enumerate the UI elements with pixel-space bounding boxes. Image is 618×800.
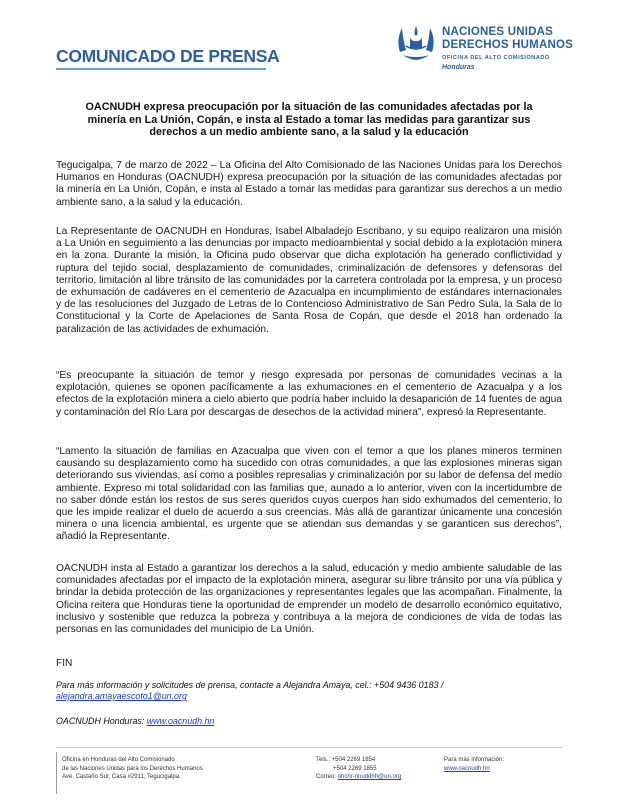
footer-address	[62, 756, 203, 782]
footer-info	[444, 756, 504, 773]
paragraph-2: La Representante de OACNUDH en Honduras, Isabel Albaladejo Escribano, y su equipo realizaron una misión a La Unión en seguimiento a las denuncias por impacto medioambiental y social debido a la explotación minera en la zona. Durante la misión, la Oficina pudo observar que dicha explotación ha generado conflictividad y ruptura del tejido social, desplazamiento de comunidades, criminalización de defensores y defensoras del territorio, limitación al libre tránsito de las comunidades por la carretera controlada por la empresa, y un proceso de exhumación de cadáveres en el cementerio de Azacualpa en incumplimiento de estándares internacionales y de las resoluciones del Juzgado de Letras de lo Contencioso Administrativo de San Pedro Sula, la Sala de lo Constitucional y la Corte de Apelaciones de Santa Rosa de Copán, que desde el 2018 han ordenado la paralización de las actividades de exhumación.	[56, 226, 562, 335]
headline: OACNUDH expresa preocupación por la situación de las comunidades afectadas por la minería en La Unión, Copán, e insta al Estado a tomar las medidas para garantizar sus derechos a un medio ambiente sano, a la salud y la educación	[85, 101, 533, 138]
footer-tel-2: +504 2269 1855	[333, 765, 377, 772]
footer-email-link[interactable]: ohchr-onuddhh@un.org	[337, 774, 402, 780]
press-contact-text: Para más información y solicitudes de prensa, contacte a Alejandra Amaya, cel.: +504 9436 0183 /	[56, 680, 444, 690]
un-human-rights-emblem-icon	[394, 18, 438, 62]
logo-line-honduras: Honduras	[442, 64, 475, 71]
title-underline	[56, 68, 266, 70]
footer-phones	[316, 756, 401, 782]
logo-line-derechos-humanos: DERECHOS HUMANOS	[442, 39, 573, 51]
footer-info-label: Para más información:	[444, 757, 505, 763]
press-release-title: COMUNICADO DE PRENSA	[56, 46, 280, 66]
logo-line-oficina: OFICINA DEL ALTO COMISIONADO	[442, 55, 550, 61]
paragraph-4: “Lamento la situación de familias en Azacualpa que viven con el temor a que los planes mineros terminen causando su desplazamiento como ha sucedido con otras comunidades, a que las explosiones mineras sigan deteriorando sus viviendas, así como a posibles represalias y criminalización por su labor de defensa del medio ambiente. Expreso mi total solidaridad con las familias que, aunado a lo anterior, viven con la incertidumbre de no saber dónde están los restos de sus seres queridos cuyos cuerpos han sido exhumados del cementerio, lo que les impide realizar el duelo de acuerdo a sus creencias. Más allá de garantizar únicamente una concesión minera o una licencia ambiental, es urgente que se atiendan sus demandas y se garanticen sus derechos”, añadió la Representante.	[56, 446, 562, 543]
fin-marker: FIN	[56, 658, 73, 669]
footer-address-line-3: Ave. Castaño Sur, Casa #2911, Tegucigalpa.	[62, 774, 181, 780]
paragraph-5: OACNUDH insta al Estado a garantizar los derechos a la salud, educación y medio ambiente saludable de las comunidades afectadas por el impacto de la explotación minera, asegurar su libre tránsito por una vía pública y brindar la debida protección de las organizaciones y representantes legales que las acompañan. Finalmente, la Oficina reitera que Honduras tiene la oportunidad de emprender un modelo de desarrollo económico equitativo, inclusivo y sostenible que reduzca la pobreza y contribuya a la mejora de condiciones de vida de todas las personas en las comunidades del municipio de La Unión.	[56, 563, 562, 636]
footer-divider	[56, 747, 562, 748]
un-human-rights-logo	[392, 12, 592, 84]
footer-tel-1: Tels.: +504 2269 1854	[316, 757, 376, 763]
paragraph-3: “Es preocupante la situación de temor y riesgo expresada por personas de comunidades vecinas a la explotación, quienes se oponen pacíficamente a las exhumaciones en el cementerio de Azacualpa y a los efectos de la explotación minera a cielo abierto que podría haber incluido la desaparición de 14 fuentes de agua y contaminación del Río Lara por descargas de desechos de la actividad minera”, expresó la Representante.	[56, 370, 562, 418]
footer-address-line-1: Oficina en Honduras del Alto Comisionado	[62, 757, 175, 763]
footer-vertical-line	[56, 752, 57, 794]
footer-address-line-2: de las Naciones Unidas para los Derechos Humanos	[62, 765, 203, 772]
footer-email-label: Correo:	[316, 774, 338, 780]
footer-info-link[interactable]: www.oacnudh.hn	[444, 765, 490, 772]
paragraph-1: Tegucigalpa, 7 de marzo de 2022 – La Oficina del Alto Comisionado de las Naciones Unidas para los Derechos Humanos en Honduras (OACNUDH) expresa preocupación por la situación de las comunidades afectadas por la minería en La Unión, Copán, e insta al Estado a tomar las medidas para garantizar sus derechos a un medio ambiente sano, a la salud y la educación.	[56, 160, 562, 208]
website-link[interactable]: www.oacnudh.hn	[146, 716, 215, 726]
press-contact-email-link[interactable]: alejandra.amayaescoto1@un.org	[56, 691, 187, 701]
logo-line-naciones-unidas: NACIONES UNIDAS	[442, 26, 553, 38]
website-line	[56, 716, 214, 726]
website-label: OACNUDH Honduras:	[56, 716, 147, 726]
press-contact	[56, 680, 562, 702]
footer-email-line	[316, 773, 401, 782]
